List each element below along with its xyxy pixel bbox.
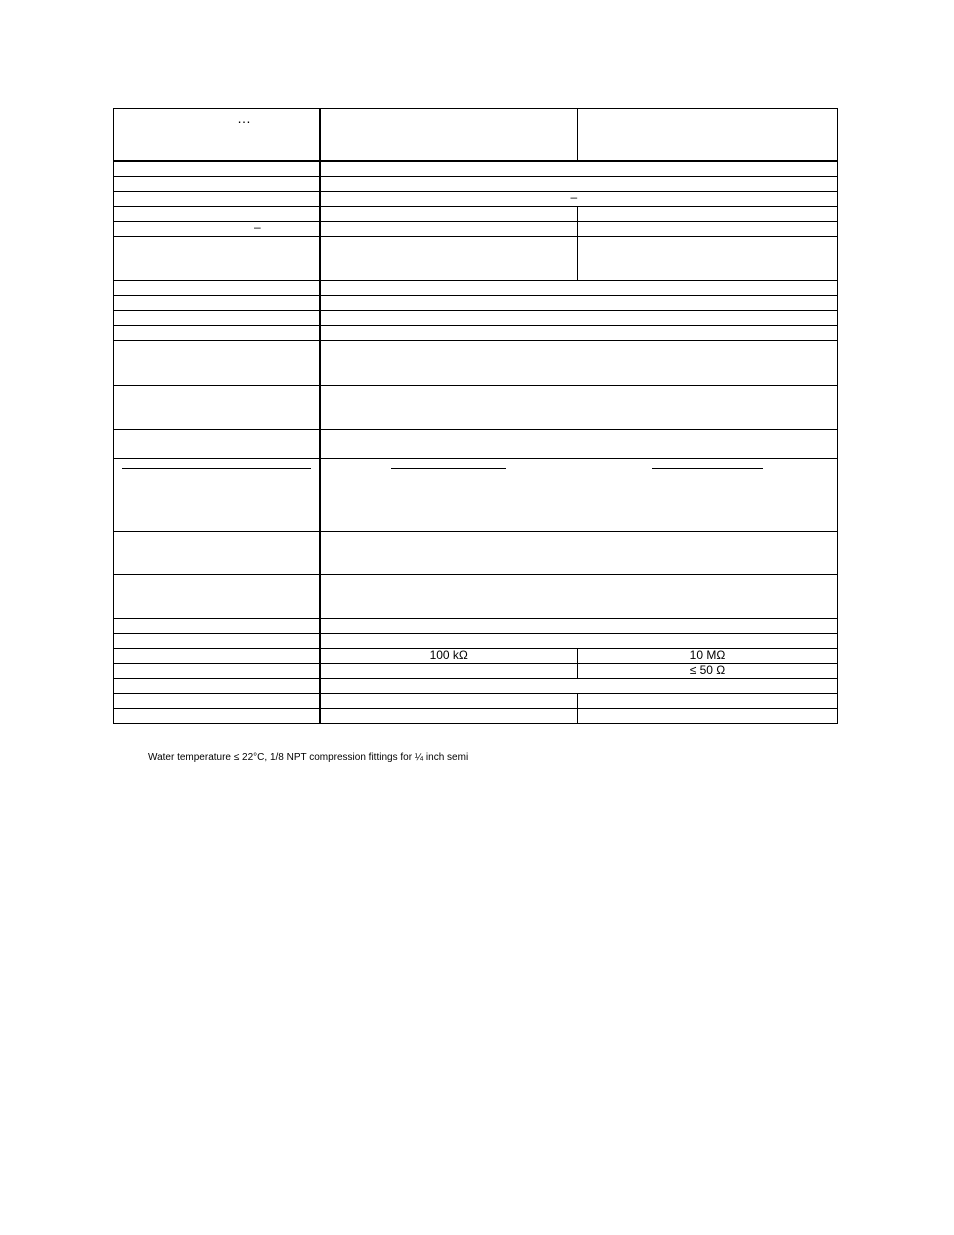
- table-row: [114, 459, 838, 532]
- table-row: [114, 281, 838, 296]
- table-row: [114, 207, 838, 222]
- header-cell-model-b: [578, 109, 838, 162]
- input-impedance-b: 10 MΩ: [578, 649, 838, 664]
- input-impedance-a: 100 kΩ: [320, 649, 578, 664]
- underline-rule: [122, 468, 311, 469]
- table-row: [114, 532, 838, 575]
- footnote: Water temperature ≤ 22°C, 1/8 NPT compression fittings for ¼ inch semi: [148, 752, 469, 763]
- table-row: [114, 694, 838, 709]
- dash-mark: –: [254, 220, 261, 234]
- table-row: [114, 386, 838, 430]
- underline-rule: [652, 468, 763, 469]
- table-row: [114, 664, 838, 679]
- header-cell-label: [114, 109, 320, 162]
- header-cell-model-a: [320, 109, 578, 162]
- table-row: [114, 192, 838, 207]
- table-row: [114, 161, 838, 177]
- table-row: [114, 679, 838, 694]
- table-row: [114, 326, 838, 341]
- table-row: [114, 634, 838, 649]
- table-row: [114, 341, 838, 386]
- table-row: [114, 177, 838, 192]
- table-row: [114, 619, 838, 634]
- table-row: [114, 575, 838, 619]
- table-header-row: [114, 109, 838, 162]
- table-row: [114, 649, 838, 664]
- table-row: [114, 222, 838, 237]
- spec-table: [113, 108, 838, 724]
- table-row: [114, 311, 838, 326]
- underline-rule: [391, 468, 506, 469]
- table-row: [114, 296, 838, 311]
- table-row: [114, 430, 838, 459]
- table-row: [114, 709, 838, 724]
- impedance-limit-b: ≤ 50 Ω: [578, 664, 838, 679]
- dash-mark: –: [570, 190, 578, 204]
- header-ellipsis: …: [237, 110, 252, 126]
- table-row: [114, 237, 838, 281]
